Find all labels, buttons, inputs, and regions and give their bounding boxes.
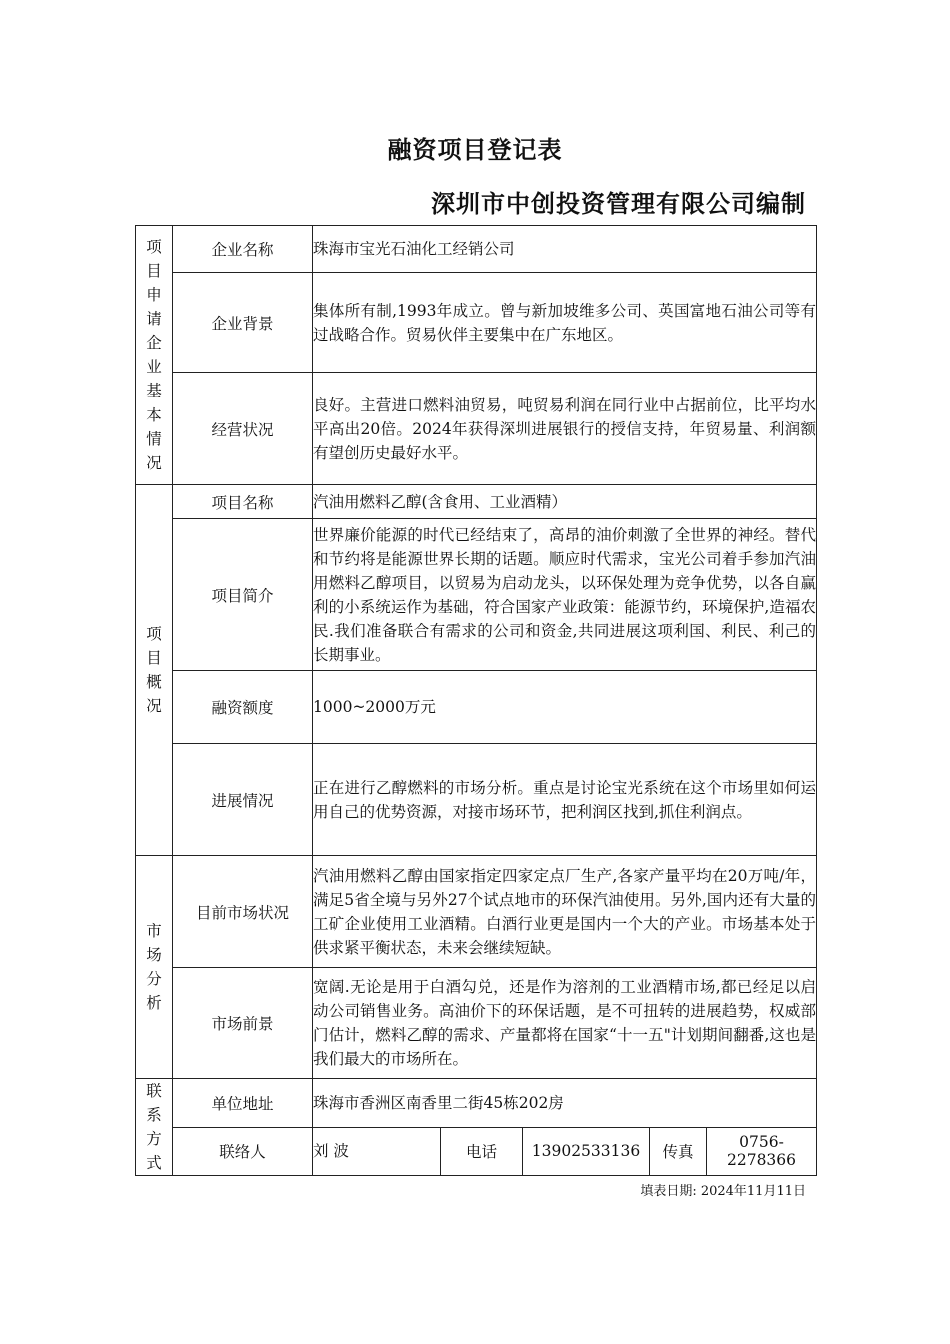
section-project-label bbox=[136, 485, 173, 856]
registration-form-table bbox=[135, 225, 817, 1176]
contact-person-label: 联络人 bbox=[173, 1127, 313, 1176]
project-progress-label: 进展情况 bbox=[173, 744, 313, 856]
contact-person-value: 刘 波 bbox=[313, 1127, 441, 1176]
section-contact-label bbox=[136, 1079, 173, 1176]
fax-label: 传真 bbox=[650, 1127, 707, 1176]
project-name-value: 汽油用燃料乙醇(含食用、工业酒精） bbox=[313, 485, 817, 519]
market-current-value: 汽油用燃料乙醇由国家指定四家定点厂生产,各家产量平均在20万吨/年，满足5省全境与另外27个试点地市的环保汽油使用。另外,国内还有大量的工矿企业使用工业酒精。白酒行业更是国内一个大的产业。市场基本处于供求紧平衡状态，未来会继续短缺。 bbox=[313, 856, 817, 968]
financing-amount-label: 融资额度 bbox=[173, 671, 313, 744]
market-outlook-value: 宽阔.无论是用于白酒勾兑，还是作为溶剂的工业酒精市场,都已经足以启动公司销售业务。高油价下的环保话题，是不可扭转的进展趋势，权威部门估计，燃料乙醇的需求、产量都将在国家“十一五"计划期间翻番,这也是我们最大的市场所在。 bbox=[313, 968, 817, 1079]
page-subtitle: 深圳市中创投资管理有限公司编制 bbox=[431, 190, 806, 218]
company-operation-value: 良好。主营进口燃料油贸易，吨贸易利润在同行业中占据前位，比平均水平高出20倍。2024年获得深圳进展银行的授信支持，年贸易量、利润额有望创历史最好水平。 bbox=[313, 373, 817, 485]
fax-value: 0756-2278366 bbox=[707, 1127, 817, 1176]
phone-value: 13902533136 bbox=[523, 1127, 650, 1176]
project-intro-label: 项目简介 bbox=[173, 519, 313, 671]
company-operation-label: 经营状况 bbox=[173, 373, 313, 485]
company-name-label: 企业名称 bbox=[173, 226, 313, 273]
project-intro-value: 世界廉价能源的时代已经结束了，高昂的油价刺激了全世界的神经。替代和节约将是能源世界长期的话题。顺应时代需求，宝光公司着手参加汽油用燃料乙醇项目，以贸易为启动龙头，以环保处理为竞争优势，以各自赢利的小系统运作为基础，符合国家产业政策：能源节约，环境保护,造福农民.我们准备联合有需求的公司和资金,共同进展这项利国、利民、利己的长期事业。 bbox=[313, 519, 817, 671]
financing-amount-value: 1000~2000万元 bbox=[313, 671, 817, 744]
section-market-text: 市场分析 bbox=[146, 922, 162, 1012]
fill-date: 填表日期: 2024年11月11日 bbox=[640, 1184, 806, 1199]
address-value: 珠海市香洲区南香里二街45栋202房 bbox=[313, 1079, 817, 1128]
project-name-label: 项目名称 bbox=[173, 485, 313, 519]
company-background-value: 集体所有制,1993年成立。曾与新加坡维多公司、英国富地石油公司等有过战略合作。贸易伙伴主要集中在广东地区。 bbox=[313, 273, 817, 373]
page-title: 融资项目登记表 bbox=[387, 136, 563, 164]
market-current-label: 目前市场状况 bbox=[173, 856, 313, 968]
market-outlook-label: 市场前景 bbox=[173, 968, 313, 1079]
phone-label: 电话 bbox=[441, 1127, 523, 1176]
section-contact-text: 联系方式 bbox=[146, 1082, 162, 1172]
section-company-text: 项目申请企业基本情况 bbox=[146, 238, 162, 472]
section-market-label bbox=[136, 856, 173, 1079]
project-progress-value: 正在进行乙醇燃料的市场分析。重点是讨论宝光系统在这个市场里如何运用自己的优势资源，对接市场环节，把利润区找到,抓住利润点。 bbox=[313, 744, 817, 856]
section-project-text: 项目概况 bbox=[146, 625, 162, 715]
company-name-value: 珠海市宝光石油化工经销公司 bbox=[313, 226, 817, 273]
company-background-label: 企业背景 bbox=[173, 273, 313, 373]
section-company-label bbox=[136, 226, 173, 485]
address-label: 单位地址 bbox=[173, 1079, 313, 1128]
